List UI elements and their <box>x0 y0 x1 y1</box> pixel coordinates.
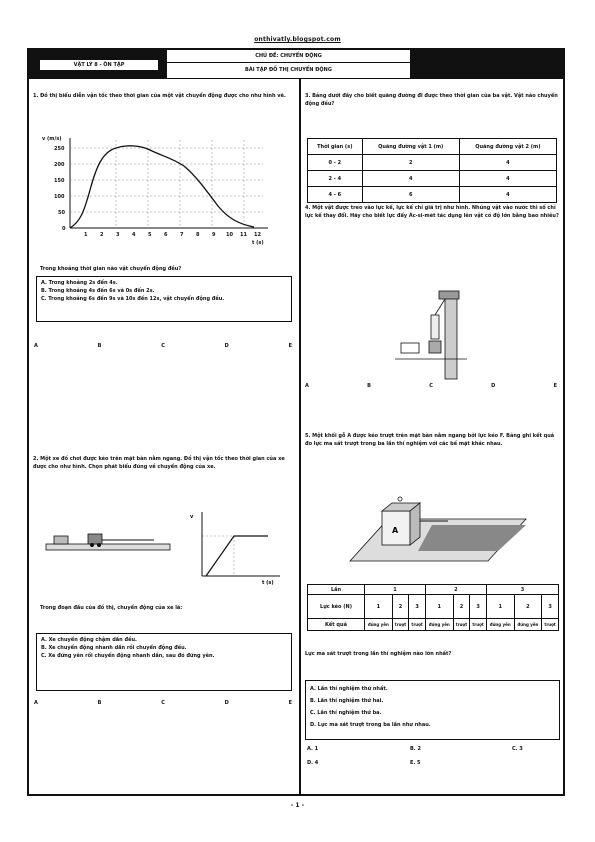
table-cell: 2 <box>392 595 409 619</box>
q2-answer-a[interactable]: A <box>34 700 38 706</box>
table-cell: 4 <box>362 171 459 187</box>
q2-answers <box>34 700 292 706</box>
ytick-100: 100 <box>54 194 65 200</box>
table-cell: 3 <box>409 595 426 619</box>
q3-table <box>307 138 557 203</box>
table-row <box>308 171 557 187</box>
table-row <box>308 155 557 171</box>
q1-text: 1. Đồ thị biểu diễn vận tốc theo thời gian của một vật chuyển động được cho như hình vẽ. <box>33 93 286 99</box>
xtick-10: 10 <box>226 232 233 238</box>
q1-options-box <box>36 276 292 322</box>
xtick-4: 4 <box>132 232 136 238</box>
q1-option-a[interactable]: A. Trong khoảng 2s đến 4s. <box>41 280 118 286</box>
q4-text: 5. Một khối gỗ A được kéo trượt trên mặt bàn nằm ngang bởi lực kéo F. Bảng ghi kết quả đo lực ma sát trượt trong ba lần thí nghiệm với các bề mặt khác nhau. <box>305 433 555 447</box>
table-cell: trượt <box>392 619 409 631</box>
wood-block-figure <box>348 495 528 567</box>
table-cell: 3 <box>470 595 487 619</box>
graph2-ylabel: v <box>190 514 194 520</box>
q4-option-d[interactable]: D. Lực ma sát trượt trong ba lần như nhau. <box>310 722 431 728</box>
table-cell: 3 <box>542 595 559 619</box>
q4-answer-b[interactable]: B. 2 <box>410 746 421 752</box>
q4-option-c[interactable]: C. Lần thí nghiệm thứ ba. <box>310 710 382 716</box>
table-cell: 4 <box>459 187 556 203</box>
table-cell: đứng yên <box>365 619 393 631</box>
table-cell: 1 <box>365 585 426 595</box>
table-cell: trượt <box>542 619 559 631</box>
table-cell: trượt <box>453 619 470 631</box>
table-cell: 4 <box>459 155 556 171</box>
title-top: CHỦ ĐỀ: CHUYỂN ĐỘNG <box>167 50 410 63</box>
q1-answer-c[interactable]: C <box>161 343 165 349</box>
q2-answer-c[interactable]: C <box>161 700 165 706</box>
header-divider <box>29 78 563 79</box>
q3-answers <box>305 383 557 389</box>
table-cell: 1 <box>365 595 393 619</box>
table-cell: 2 <box>362 155 459 171</box>
table-cell: 0 - 2 <box>308 155 363 171</box>
q3-text2: 4. Một vật được treo vào lực kế, lực kế chỉ giá trị như hình. Nhúng vật vào nước thì số chỉ lực kế thay đổi. Hãy cho biết lực đẩy Ác-si-mét tác dụng lên vật có độ lớn bằng bao nhiêu? <box>305 205 559 219</box>
table-cell: 4 - 6 <box>308 187 363 203</box>
q4-option-a[interactable]: A. Lần thí nghiệm thứ nhất. <box>310 686 388 692</box>
xtick-6: 6 <box>164 232 168 238</box>
q1-option-c[interactable]: C. Trong khoảng 6s đến 9s và 10s đến 12s, vật chuyển động đều. <box>41 296 225 302</box>
graph1-xlabel: t (s) <box>252 240 264 245</box>
table-cell: 2 <box>425 585 486 595</box>
q3-answer-c[interactable]: C <box>429 383 433 389</box>
xtick-8: 8 <box>196 232 200 238</box>
table-cell: đứng yên <box>514 619 542 631</box>
column-divider <box>299 78 301 794</box>
xtick-11: 11 <box>240 232 247 238</box>
table-cell: 6 <box>362 187 459 203</box>
table-row <box>308 595 559 619</box>
q4-answer-e[interactable]: E. 5 <box>410 760 421 766</box>
table-row <box>308 139 557 155</box>
q3-answer-b[interactable]: B <box>367 383 371 389</box>
q1-question: Trong khoảng thời gian nào vật chuyển động đều? <box>40 266 182 272</box>
table-cell: 2 <box>514 595 542 619</box>
page-number: - 1 - <box>290 802 305 809</box>
q2-option-a[interactable]: A. Xe chuyển động chậm dần đều. <box>41 637 137 643</box>
header-title-block <box>167 50 410 79</box>
xtick-2: 2 <box>100 232 104 238</box>
q4-option-b[interactable]: B. Lần thí nghiệm thứ hai. <box>310 698 384 704</box>
table-row <box>308 187 557 203</box>
q1-option-b[interactable]: B. Trong khoảng 4s đến 6s và 0s đến 2s. <box>41 288 155 294</box>
site-header: onthivatly.blogspot.com <box>254 36 341 43</box>
toy-car-figure <box>44 530 174 560</box>
ytick-200: 200 <box>54 162 65 168</box>
ytick-150: 150 <box>54 178 65 184</box>
table-cell: đứng yên <box>425 619 453 631</box>
q2-option-b[interactable]: B. Xe chuyển động nhanh dần rồi chuyển động đều. <box>41 645 187 651</box>
ytick-50: 50 <box>58 210 65 216</box>
table-cell: đứng yên <box>486 619 514 631</box>
q2-option-c[interactable]: C. Xe đứng yên rồi chuyển động nhanh dần, sau đó đứng yên. <box>41 653 215 659</box>
xtick-3: 3 <box>116 232 120 238</box>
table-cell: Quãng đường vật 2 (m) <box>459 139 556 155</box>
graph2-xlabel: t (s) <box>262 580 274 586</box>
subject-badge: VẬT LÝ 8 - ÔN TẬP <box>39 59 159 71</box>
q4-answer-c[interactable]: C. 3 <box>512 746 523 752</box>
header-black-left <box>29 50 167 78</box>
table-cell: Thời gian (s) <box>308 139 363 155</box>
q4-answer-a[interactable]: A. 1 <box>307 746 319 752</box>
header-black-right <box>410 50 563 78</box>
q2-text: 2. Một xe đồ chơi được kéo trên mặt bàn nằm ngang. Đồ thị vận tốc theo thời gian của xe được cho như hình. Chọn phát biểu đúng về chuyển động của xe. <box>33 456 285 470</box>
q3-text: 3. Bảng dưới đây cho biết quãng đường đi được theo thời gian của ba vật. Vật nào chuyển động đều? <box>305 93 558 107</box>
graph1-ylabel: v (m/s) <box>42 136 62 142</box>
q4-table <box>307 584 559 631</box>
table-cell: 3 <box>486 585 558 595</box>
xtick-1: 1 <box>84 232 88 238</box>
ytick-0: 0 <box>62 226 66 232</box>
table-row <box>308 619 559 631</box>
q2-options-box <box>36 633 292 691</box>
xtick-5: 5 <box>148 232 152 238</box>
q4-options-box <box>305 680 560 740</box>
q3-answer-d[interactable]: D <box>491 383 496 389</box>
table-row <box>308 585 559 595</box>
table-cell: Lần <box>308 585 365 595</box>
q2-question: Trong đoạn đầu của đồ thị, chuyển động của xe là: <box>40 605 183 611</box>
xtick-7: 7 <box>180 232 184 238</box>
q4-question: Lực ma sát trượt trong lần thí nghiệm nào lớn nhất? <box>305 651 452 657</box>
q1-answer-e[interactable]: E <box>288 343 292 349</box>
xtick-12: 12 <box>254 232 261 238</box>
table-cell: 2 - 4 <box>308 171 363 187</box>
table-cell: 1 <box>425 595 453 619</box>
table-cell: Kết quả <box>308 619 365 631</box>
table-cell: 1 <box>486 595 514 619</box>
xtick-9: 9 <box>212 232 216 238</box>
vt-graph-2 <box>184 506 284 586</box>
spring-scale-figure <box>395 285 475 380</box>
velocity-graph <box>38 130 278 245</box>
table-cell: Lực kéo (N) <box>308 595 365 619</box>
q1-answer-d[interactable]: D <box>224 343 229 349</box>
table-cell: trượt <box>409 619 426 631</box>
q4-answer-d[interactable]: D. 4 <box>307 760 319 766</box>
ytick-250: 250 <box>54 146 65 152</box>
table-cell: trượt <box>470 619 487 631</box>
q3-answer-a[interactable]: A <box>305 383 309 389</box>
table-cell: 4 <box>459 171 556 187</box>
q1-answers <box>34 343 292 349</box>
svg-text:A: A <box>392 526 399 535</box>
table-cell: Quãng đường vật 1 (m) <box>362 139 459 155</box>
q2-answer-d[interactable]: D <box>224 700 229 706</box>
q2-answer-b[interactable]: B <box>97 700 102 706</box>
q2-answer-e[interactable]: E <box>288 700 292 706</box>
q3-answer-e[interactable]: E <box>553 383 557 389</box>
q1-answer-b[interactable]: B <box>97 343 102 349</box>
title-bottom: BÀI TẬP ĐỒ THỊ CHUYỂN ĐỘNG <box>245 67 332 73</box>
table-cell: 2 <box>453 595 470 619</box>
q1-answer-a[interactable]: A <box>34 343 38 349</box>
